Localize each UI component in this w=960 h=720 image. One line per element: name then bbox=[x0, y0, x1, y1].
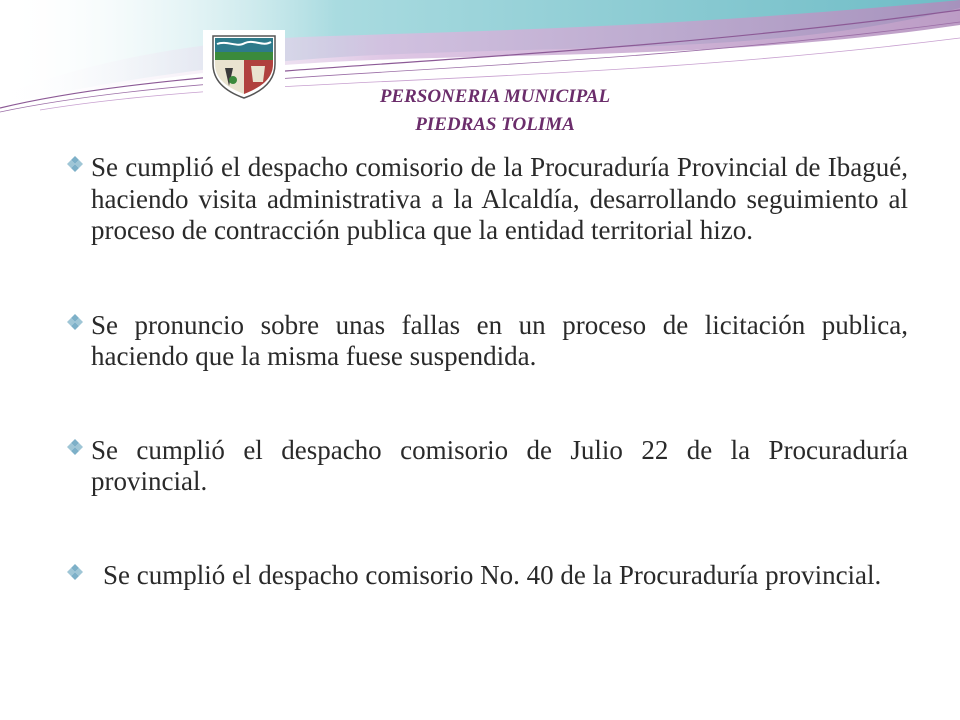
diamond-bullet-icon bbox=[66, 438, 84, 456]
logo bbox=[203, 30, 285, 100]
coat-of-arms-shield-icon bbox=[203, 30, 285, 100]
header bbox=[300, 83, 690, 139]
list-item bbox=[66, 435, 908, 498]
list-item-text: Se cumplió el despacho comisorio de la Procuraduría Provincial de Ibagué, haciendo visita administrativa a la Alcaldía, desarrollando seguimiento al proceso de contracción publica que la entidad territorial hizo. bbox=[91, 152, 908, 245]
list-item-text: Se cumplió el despacho comisorio No. 40 de la Procuraduría provincial. bbox=[103, 559, 882, 590]
diamond-bullet-icon bbox=[66, 313, 84, 331]
diamond-bullet-icon bbox=[66, 155, 84, 173]
header-title: PERSONERIA MUNICIPAL bbox=[379, 86, 611, 107]
list-item bbox=[66, 152, 908, 247]
list-item-text: Se cumplió el despacho comisorio de Julio 22 de la Procuraduría provincial. bbox=[91, 434, 908, 496]
header-subtitle: PIEDRAS TOLIMA bbox=[415, 114, 575, 135]
list-item bbox=[66, 560, 908, 592]
bullet-list bbox=[66, 152, 908, 591]
list-item-text: Se pronuncio sobre unas fallas en un proceso de licitación publica, haciendo que la misma fuese suspendida. bbox=[91, 309, 908, 371]
diamond-bullet-icon bbox=[66, 563, 84, 581]
list-item bbox=[66, 310, 908, 373]
